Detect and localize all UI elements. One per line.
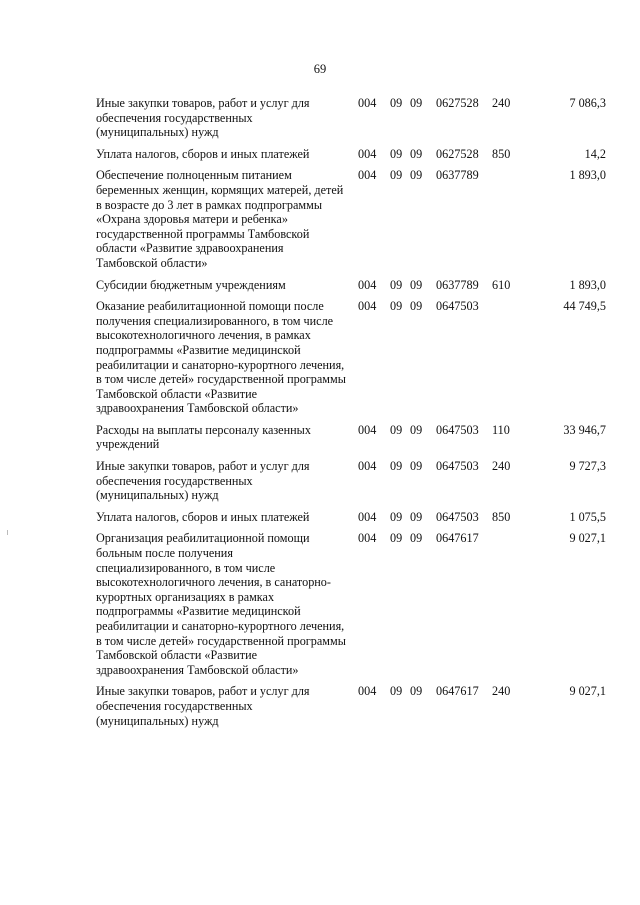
amount: 1 893,0 — [569, 277, 606, 292]
expense-kind-code: 850 — [492, 146, 511, 161]
target-article-code: 0647503 — [436, 459, 479, 474]
ministry-code: 004 — [358, 277, 377, 292]
table-row — [96, 299, 606, 416]
row-description: Иные закупки товаров, работ и услуг для обеспечения государственных (муниципальных) нужд — [96, 684, 310, 728]
subsection-code: 09 — [410, 422, 423, 437]
subsection-code: 09 — [410, 168, 423, 183]
table-row — [96, 147, 606, 162]
ministry-code: 004 — [358, 299, 377, 314]
row-description: Расходы на выплаты персоналу казенных учреждений — [96, 422, 311, 452]
budget-table — [96, 96, 606, 735]
row-description: Обеспечение полноценным питанием беременных женщин, кормящих матерей, детей в возрасте до 3 лет в рамках подпрограммы «Охрана здоровья матери и ребенка» государственной программы Тамбовской области «Развитие здравоохранения Тамбовской области» — [96, 168, 344, 270]
expense-kind-code: 110 — [492, 422, 510, 437]
amount: 9 027,1 — [569, 684, 606, 699]
ministry-code: 004 — [358, 168, 377, 183]
table-row — [96, 423, 606, 452]
target-article-code: 0647503 — [436, 422, 479, 437]
table-row — [96, 278, 606, 293]
target-article-code: 0627528 — [436, 96, 479, 110]
row-description: Уплата налогов, сборов и иных платежей — [96, 146, 310, 161]
ministry-code: 004 — [358, 459, 377, 474]
amount: 1 075,5 — [569, 509, 606, 524]
amount: 7 086,3 — [569, 96, 606, 110]
subsection-code: 09 — [410, 146, 423, 161]
section-code: 09 — [390, 168, 403, 183]
subsection-code: 09 — [410, 96, 423, 110]
ministry-code: 004 — [358, 96, 377, 110]
ministry-code: 004 — [358, 684, 377, 699]
expense-kind-code: 610 — [492, 277, 511, 292]
table-row — [96, 459, 606, 503]
row-description: Организация реабилитационной помощи больным после получения специализированного, в том числе высокотехнологичного лечения, в санаторно-курортных организациях в рамках подпрограммы «Развитие медицинской реабилитации и санаторно-курортного лечения, в том числе детей» государственной программы Тамбовской области «Развитие здравоохранения Тамбовской области» — [96, 531, 346, 677]
amount: 33 946,7 — [563, 422, 606, 437]
subsection-code: 09 — [410, 277, 423, 292]
target-article-code: 0637789 — [436, 277, 479, 292]
section-code: 09 — [390, 531, 403, 546]
table-row — [96, 510, 606, 525]
amount: 9 027,1 — [569, 531, 606, 546]
row-description: Иные закупки товаров, работ и услуг для обеспечения государственных (муниципальных) нужд — [96, 96, 310, 140]
target-article-code: 0627528 — [436, 146, 479, 161]
expense-kind-code: 850 — [492, 509, 511, 524]
target-article-code: 0647503 — [436, 299, 479, 314]
subsection-code: 09 — [410, 459, 423, 474]
section-code: 09 — [390, 422, 403, 437]
row-description: Иные закупки товаров, работ и услуг для обеспечения государственных (муниципальных) нужд — [96, 459, 310, 503]
section-code: 09 — [390, 509, 403, 524]
ministry-code: 004 — [358, 146, 377, 161]
target-article-code: 0647503 — [436, 509, 479, 524]
subsection-code: 09 — [410, 684, 423, 699]
table-row — [96, 684, 606, 728]
expense-kind-code: 240 — [492, 459, 511, 474]
row-description: Субсидии бюджетным учреждениям — [96, 277, 286, 292]
row-description: Оказание реабилитационной помощи после получения специализированного, в том числе высокотехнологичного лечения, в рамках подпрограммы «Развитие медицинской реабилитации и санаторно-курортного лечения, в том числе детей» государственной программы Тамбовской области «Развитие здравоохранения Тамбовской области» — [96, 299, 346, 416]
row-description: Уплата налогов, сборов и иных платежей — [96, 509, 310, 524]
target-article-code: 0647617 — [436, 531, 479, 546]
ministry-code: 004 — [358, 509, 377, 524]
subsection-code: 09 — [410, 299, 423, 314]
amount: 44 749,5 — [563, 299, 606, 314]
amount: 14,2 — [584, 146, 606, 161]
margin-mark — [7, 530, 8, 535]
table-row — [96, 531, 606, 677]
table-row — [96, 168, 606, 270]
section-code: 09 — [390, 684, 403, 699]
subsection-code: 09 — [410, 531, 423, 546]
expense-kind-code: 240 — [492, 96, 511, 110]
expense-kind-code: 240 — [492, 684, 511, 699]
target-article-code: 0637789 — [436, 168, 479, 183]
amount: 9 727,3 — [569, 459, 606, 474]
section-code: 09 — [390, 459, 403, 474]
table-row — [96, 96, 606, 140]
ministry-code: 004 — [358, 422, 377, 437]
section-code: 09 — [390, 146, 403, 161]
page-number: 69 — [313, 62, 327, 76]
section-code: 09 — [390, 299, 403, 314]
subsection-code: 09 — [410, 509, 423, 524]
ministry-code: 004 — [358, 531, 377, 546]
section-code: 09 — [390, 96, 403, 110]
target-article-code: 0647617 — [436, 684, 479, 699]
section-code: 09 — [390, 277, 403, 292]
amount: 1 893,0 — [569, 168, 606, 183]
